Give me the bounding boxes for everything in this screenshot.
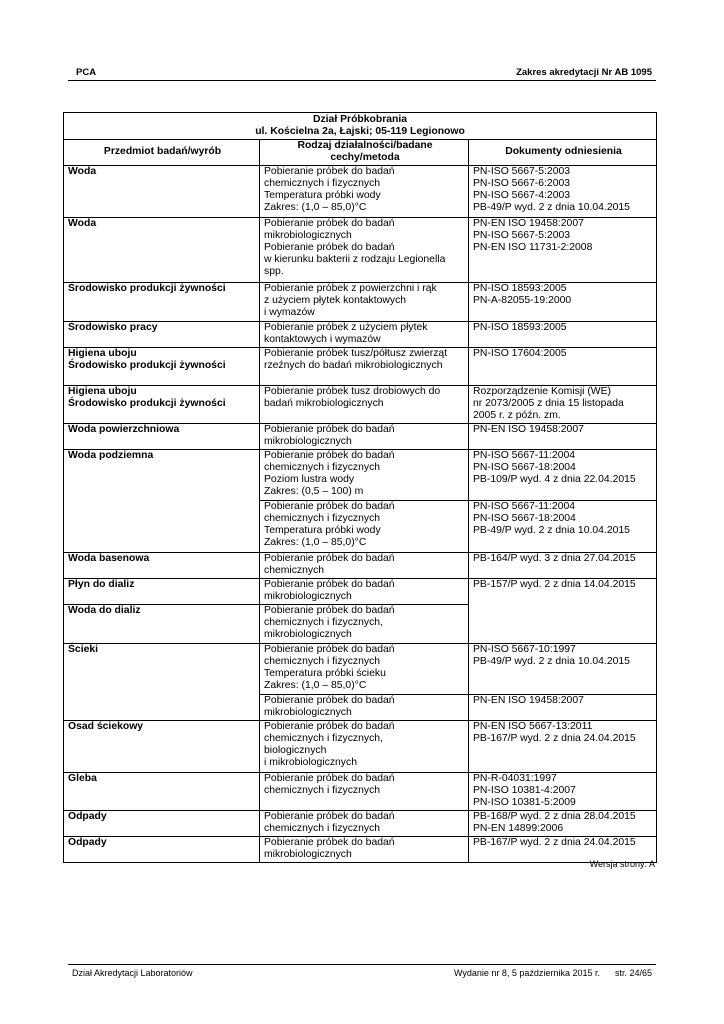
docs-cell-line: 2005 r. z późn. zm.: [473, 410, 561, 421]
method-cell-line: mikrobiologicznych: [264, 707, 352, 718]
table-row: [64, 322, 657, 348]
page-version: Wersja strony: A: [589, 859, 655, 869]
method-cell-line: chemicznych i fizycznych: [264, 513, 381, 524]
subject-cell: [64, 773, 260, 811]
method-cell-line: Pobieranie próbek do badań: [264, 644, 395, 655]
method-cell: [260, 386, 469, 424]
method-cell-line: Pobieranie próbek tusz drobiowych do: [264, 386, 441, 397]
docs-cell: [469, 644, 657, 695]
docs-cell-line: PN-ISO 10381-5:2009: [473, 797, 576, 808]
method-cell-line: mikrobiologicznych: [264, 629, 352, 640]
subject-cell-line: Osad ściekowy: [68, 721, 144, 732]
docs-cell-line: PN-A-82055-19:2000: [473, 295, 572, 306]
method-cell: [260, 218, 469, 283]
method-cell-line: badań mikrobiologicznych: [264, 398, 384, 409]
subject-cell-line: Środowisko produkcji żywności: [68, 360, 226, 371]
table-row: [64, 721, 657, 773]
method-cell: [260, 501, 469, 553]
method-cell-line: spp.: [264, 266, 284, 277]
subject-cell: [64, 348, 260, 386]
table-row: [64, 811, 657, 837]
subject-cell: [64, 386, 260, 424]
method-cell-line: Pobieranie próbek do badań: [264, 579, 395, 590]
method-cell-line: Pobieranie próbek do badań: [264, 424, 395, 435]
docs-cell: [469, 695, 657, 721]
subject-cell: [64, 721, 260, 773]
method-cell: [260, 695, 469, 721]
method-cell: [260, 322, 469, 348]
col-header-docs: Dokumenty odniesienia: [469, 140, 657, 166]
method-cell-line: biologicznych: [264, 745, 327, 756]
method-cell: [260, 811, 469, 837]
docs-cell-line: PB-167/P wyd. 2 z dnia 24.04.2015: [473, 837, 636, 848]
table-title: Dział Próbkobrania: [312, 114, 408, 125]
table-row: [64, 283, 657, 322]
docs-cell: [469, 579, 657, 644]
table-row: [64, 837, 657, 863]
method-cell-line: mikrobiologicznych: [264, 849, 352, 860]
subject-cell-line: Woda powierzchniowa: [68, 424, 180, 435]
method-cell: [260, 424, 469, 450]
docs-cell-line: PN-ISO 5667-11:2004: [473, 501, 576, 512]
docs-cell-line: PB-164/P wyd. 3 z dnia 27.04.2015: [473, 553, 636, 564]
subject-cell-line: Higiena uboju: [68, 348, 137, 359]
method-cell: [260, 450, 469, 501]
method-cell-line: Pobieranie próbek do badań: [264, 773, 395, 784]
method-cell-line: chemicznych: [264, 565, 325, 576]
docs-cell-line: PN-ISO 5667-5:2003: [473, 230, 571, 241]
docs-cell: [469, 386, 657, 424]
method-cell-line: Pobieranie próbek tusz/półtusz zwierząt: [264, 348, 448, 359]
page-footer: [68, 964, 656, 978]
method-cell-line: Temperatura próbki wody: [264, 190, 381, 201]
docs-cell: [469, 348, 657, 386]
docs-cell-line: PN-ISO 5667-5:2003: [473, 166, 571, 177]
subject-cell: [64, 322, 260, 348]
method-cell-line: chemicznych i fizycznych,: [264, 617, 383, 628]
method-cell: [260, 721, 469, 773]
col-header-subject: Przedmiot badań/wyrób: [64, 140, 260, 166]
table-row: [64, 773, 657, 811]
method-cell: [260, 283, 469, 322]
table-title-cell: [64, 113, 657, 140]
docs-cell-line: PN-ISO 17604:2005: [473, 348, 567, 359]
docs-cell-line: PN-EN ISO 19458:2007: [473, 218, 584, 229]
docs-cell: [469, 424, 657, 450]
method-cell-line: Zakres: (1,0 – 85,0)°C: [264, 680, 367, 691]
method-cell-line: chemicznych i fizycznych: [264, 823, 381, 834]
table-row: [64, 386, 657, 424]
subject-cell-line: Środowisko pracy: [68, 322, 158, 333]
subject-cell-line: Woda do dializ: [68, 605, 141, 616]
docs-cell: [469, 501, 657, 553]
docs-cell: [469, 721, 657, 773]
method-cell: [260, 837, 469, 863]
docs-cell-line: PN-EN ISO 19458:2007: [473, 695, 584, 706]
method-cell: [260, 644, 469, 695]
header-scope: Zakres akredytacji Nr AB 1095: [516, 67, 652, 78]
method-cell: [260, 579, 469, 605]
docs-cell-line: Rozporządzenie Komisji (WE): [473, 386, 612, 397]
docs-cell: [469, 218, 657, 283]
subject-cell-line: Odpady: [68, 837, 107, 848]
method-cell-line: kontaktowych i wymazów: [264, 334, 381, 345]
method-cell-line: chemicznych i fizycznych,: [264, 733, 383, 744]
method-cell: [260, 773, 469, 811]
table-row: [64, 166, 657, 218]
docs-cell-line: PB-168/P wyd. 2 z dnia 28.04.2015: [473, 811, 636, 822]
footer-edition: Wydanie nr 8, 5 października 2015 r. str. 24/65: [453, 968, 652, 978]
method-cell-line: Pobieranie próbek do badań: [264, 553, 395, 564]
docs-cell: [469, 811, 657, 837]
docs-cell-line: PN-ISO 18593:2005: [473, 283, 567, 294]
table-title-row: [64, 113, 657, 140]
subject-cell-line: Ścieki: [68, 644, 99, 655]
method-cell-line: Pobieranie próbek do badań: [264, 605, 395, 616]
method-cell-line: Pobieranie próbek do badań: [264, 695, 395, 706]
docs-cell: [469, 553, 657, 579]
docs-cell-line: PN-ISO 5667-10:1997: [473, 644, 576, 655]
method-cell-line: rzeźnych do badań mikrobiologicznych: [264, 360, 443, 371]
method-cell-line: Temperatura próbki ścieku: [264, 668, 386, 679]
docs-cell-line: PN-EN 14899:2006: [473, 823, 564, 834]
method-cell: [260, 348, 469, 386]
subject-cell-line: Gleba: [68, 773, 97, 784]
method-cell-line: Pobieranie próbek do badań: [264, 242, 395, 253]
docs-cell-line: PB-109/P wyd. 4 z dnia 22.04.2015: [473, 474, 636, 485]
header-org: PCA: [76, 67, 97, 78]
subject-cell: [64, 644, 260, 721]
docs-cell: [469, 450, 657, 501]
subject-cell: [64, 450, 260, 553]
table-row: [64, 553, 657, 579]
docs-cell-line: PB-49/P wyd. 2 z dnia 10.04.2015: [473, 656, 630, 667]
table-address: ul. Kościelna 2a, Łajski; 05-119 Legionowo: [255, 126, 465, 137]
table-row: [64, 348, 657, 386]
method-cell: [260, 166, 469, 218]
table-row: [64, 218, 657, 283]
page-header: [68, 66, 656, 81]
subject-cell: [64, 811, 260, 837]
docs-cell-line: PB-157/P wyd. 2 z dnia 14.04.2015: [473, 579, 636, 590]
method-cell-line: Pobieranie próbek do badań: [264, 166, 395, 177]
method-cell-line: Zakres: (0,5 – 100) m: [264, 486, 364, 497]
docs-cell-line: PN-ISO 5667-6:2003: [473, 178, 571, 189]
subject-cell: [64, 579, 260, 605]
subject-cell: [64, 166, 260, 218]
method-cell-line: Pobieranie próbek do badań: [264, 837, 395, 848]
table-row: [64, 424, 657, 450]
method-cell-line: chemicznych i fizycznych: [264, 656, 381, 667]
docs-cell-line: PN-ISO 10381-4:2007: [473, 785, 576, 796]
method-cell-line: Pobieranie próbek do badań: [264, 450, 395, 461]
method-cell-line: mikrobiologicznych: [264, 591, 352, 602]
docs-cell-line: PN-ISO 5667-18:2004: [473, 513, 576, 524]
method-cell-line: Poziom lustra wody: [264, 474, 355, 485]
subject-cell-line: Woda: [68, 166, 97, 177]
method-cell-line: Temperatura próbki wody: [264, 525, 381, 536]
docs-cell-line: PN-EN ISO 19458:2007: [473, 424, 584, 435]
footer-department: Dział Akredytacji Laboratoriów: [72, 968, 193, 978]
subject-cell: [64, 605, 260, 644]
docs-cell: [469, 773, 657, 811]
accreditation-table: [63, 112, 657, 863]
subject-cell-line: Woda: [68, 218, 97, 229]
subject-cell: [64, 553, 260, 579]
docs-cell-line: PN-ISO 18593:2005: [473, 322, 567, 333]
subject-cell: [64, 424, 260, 450]
subject-cell-line: Woda podziemna: [68, 450, 154, 461]
subject-cell-line: Woda basenowa: [68, 553, 150, 564]
subject-cell-line: Środowisko produkcji żywności: [68, 398, 226, 409]
method-cell-line: i wymazów: [264, 307, 315, 318]
method-cell-line: Zakres: (1,0 – 85,0)°C: [264, 202, 367, 213]
subject-cell: [64, 218, 260, 283]
docs-cell: [469, 322, 657, 348]
docs-cell-line: PN-ISO 5667-18:2004: [473, 462, 576, 473]
docs-cell: [469, 283, 657, 322]
method-cell-line: mikrobiologicznych: [264, 436, 352, 447]
method-cell: [260, 605, 469, 644]
col-header-method: Rodzaj działalności/badane cechy/metoda: [260, 140, 469, 166]
method-cell-line: Pobieranie próbek z powierzchni i rąk: [264, 283, 437, 294]
method-cell-line: mikrobiologicznych: [264, 230, 352, 241]
column-header-row: [64, 140, 657, 166]
subject-cell-line: Odpady: [68, 811, 107, 822]
docs-cell-line: PN-ISO 5667-11:2004: [473, 450, 576, 461]
subject-cell-line: Higiena uboju: [68, 386, 137, 397]
method-cell-line: Pobieranie próbek do badań: [264, 501, 395, 512]
method-cell-line: chemicznych i fizycznych: [264, 178, 381, 189]
subject-cell: [64, 837, 260, 863]
subject-cell: [64, 283, 260, 322]
method-cell-line: i mikrobiologicznych: [264, 757, 357, 768]
table-row: [64, 450, 657, 501]
docs-cell: [469, 166, 657, 218]
docs-cell-line: PN-EN ISO 5667-13:2011: [473, 721, 593, 732]
docs-cell-line: PN-EN ISO 11731-2:2008: [473, 242, 593, 253]
docs-cell-line: PB-49/P wyd. 2 z dnia 10.04.2015: [473, 525, 630, 536]
method-cell-line: w kierunku bakterii z rodzaju Legionella: [264, 254, 446, 265]
subject-cell-line: Środowisko produkcji żywności: [68, 283, 226, 294]
method-cell-line: Pobieranie próbek z użyciem płytek: [264, 322, 428, 333]
docs-cell-line: PN-R-04031:1997: [473, 773, 557, 784]
docs-cell-line: PN-ISO 5667-4:2003: [473, 190, 571, 201]
docs-cell-line: PB-49/P wyd. 2 z dnia 10.04.2015: [473, 202, 630, 213]
table-row: [64, 644, 657, 695]
docs-cell-line: nr 2073/2005 z dnia 15 listopada: [473, 398, 624, 409]
method-cell-line: z użyciem płytek kontaktowych: [264, 295, 407, 306]
subject-cell-line: Płyn do dializ: [68, 579, 135, 590]
method-cell-line: Zakres: (1,0 – 85,0)°C: [264, 537, 367, 548]
method-cell: [260, 553, 469, 579]
method-cell-line: Pobieranie próbek do badań: [264, 721, 395, 732]
method-cell-line: chemicznych i fizycznych: [264, 785, 381, 796]
docs-cell-line: PB-167/P wyd. 2 z dnia 24.04.2015: [473, 733, 636, 744]
method-cell-line: Pobieranie próbek do badań: [264, 811, 395, 822]
table-row: [64, 579, 657, 605]
method-cell-line: chemicznych i fizycznych: [264, 462, 381, 473]
method-cell-line: Pobieranie próbek do badań: [264, 218, 395, 229]
